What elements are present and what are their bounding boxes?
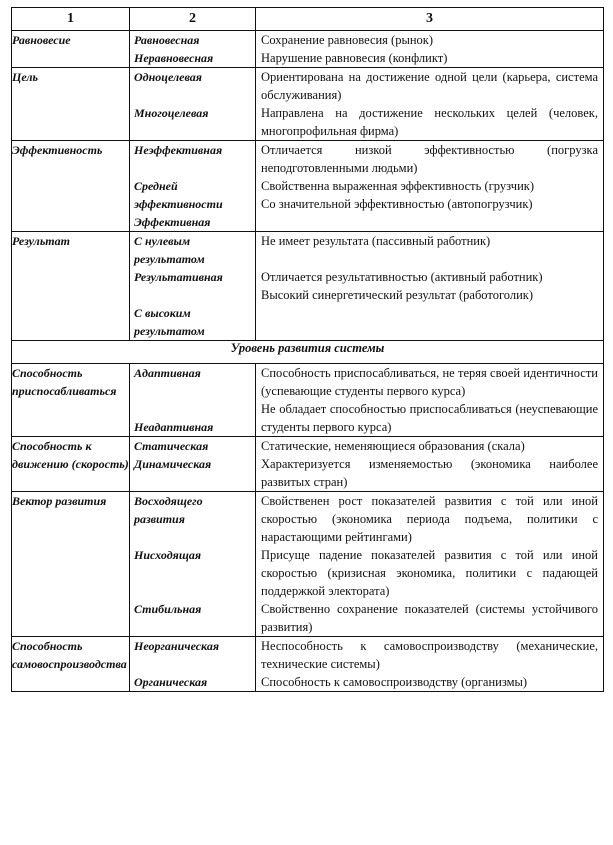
description-cell [256, 68, 604, 141]
variant-cell [130, 232, 256, 341]
description-cell [256, 637, 604, 692]
section-title: Уровень развития системы [12, 341, 604, 364]
variant-description: Статические, неменяющиеся образования (скала) [261, 439, 525, 453]
table-row [12, 364, 604, 437]
variant-description: Способность приспосабливаться, не теряя своей идентичности (успевающие студенты первого курса) [261, 366, 598, 398]
parameter-cell: Эффективность [12, 141, 130, 232]
variant-cell [130, 141, 256, 232]
variant-label: Статическая [134, 439, 209, 453]
variant-description: Направлена на достижение нескольких целей (человек, многопрофильная фирма) [261, 106, 598, 138]
variant-description: Нарушение равновесия (конфликт) [261, 51, 448, 65]
section-row [12, 341, 604, 364]
parameter-cell: Способность приспосабливаться [12, 364, 130, 437]
table-body-bottom [12, 364, 604, 692]
parameter-cell: Цель [12, 68, 130, 141]
variant-description: Свойственно сохранение показателей (системы устойчивого развития) [261, 602, 598, 634]
table-row [12, 141, 604, 232]
column-header-2: 2 [130, 8, 256, 31]
variant-label: Адаптивная [134, 366, 201, 380]
variant-label: Неадаптивная [134, 420, 214, 434]
description-cell [256, 141, 604, 232]
variant-description: Свойственна выраженная эффективность (грузчик) [261, 179, 534, 193]
variant-cell [130, 68, 256, 141]
description-cell [256, 232, 604, 341]
parameter-cell: Способность к движению (скорость) [12, 437, 130, 492]
table-row [12, 31, 604, 68]
variant-description: Не обладает способностью приспосабливаться (неуспевающие студенты первого курса) [261, 402, 598, 434]
variant-label: Результативная [134, 270, 223, 284]
variant-label: Органическая [134, 675, 208, 689]
variant-cell [130, 31, 256, 68]
variant-description: Ориентирована на достижение одной цели (карьера, система обслуживания) [261, 70, 598, 102]
variant-description: Способность к самовоспроизводству (организмы) [261, 675, 528, 689]
document-page [11, 7, 603, 692]
variant-label: Динамическая [134, 457, 212, 471]
parameter-cell: Способность самовоспроизводства [12, 637, 130, 692]
variant-description: Отличается низкой эффективностью (погрузка неподготовленными людьми) [261, 143, 598, 175]
variant-cell [130, 437, 256, 492]
variant-description: Характеризуется изменяемостью (экономика наиболее развитых стран) [261, 457, 598, 489]
variant-label: Стибильная [134, 602, 202, 616]
variant-description: Сохранение равновесия (рынок) [261, 33, 434, 47]
parameter-cell: Вектор развития [12, 492, 130, 637]
variant-description: Присуще падение показателей развития с той или иной скоростью (кризисная экономика, политики с падающей поддержкой электората) [261, 548, 598, 598]
variant-label: Нисходящая [134, 548, 202, 562]
table-row [12, 437, 604, 492]
parameter-cell: Результат [12, 232, 130, 341]
column-header-1: 1 [12, 8, 130, 31]
variant-label: Неэффективная [134, 143, 223, 157]
variant-description: Не имеет результата (пассивный работник) [261, 234, 491, 248]
description-cell [256, 437, 604, 492]
variant-label: С нулевым результатом [134, 234, 205, 266]
variant-label: Средней эффективности [134, 179, 223, 211]
column-header-3: 3 [256, 8, 604, 31]
variant-cell [130, 637, 256, 692]
variant-label: Одноцелевая [134, 70, 202, 84]
table-body-top [12, 31, 604, 341]
variant-label: Восходящего развития [134, 494, 203, 526]
variant-label: Равновесная [134, 33, 200, 47]
variant-label: Неравновесная [134, 51, 214, 65]
variant-cell [130, 492, 256, 637]
variant-label: Эффективная [134, 215, 211, 229]
description-cell [256, 31, 604, 68]
variant-label: Неорганическая [134, 639, 220, 653]
variant-description: Отличается результативностью (активный работник) [261, 270, 543, 284]
classification-table [11, 7, 604, 692]
variant-description: Неспособность к самовоспроизводству (механические, технические системы) [261, 639, 598, 671]
variant-cell [130, 364, 256, 437]
table-header-row [12, 8, 604, 31]
variant-label: С высоким результатом [134, 306, 205, 338]
table-row [12, 232, 604, 341]
parameter-cell: Равновесие [12, 31, 130, 68]
table-row [12, 492, 604, 637]
variant-label: Многоцелевая [134, 106, 209, 120]
variant-description: Высокий синергетический результат (работоголик) [261, 288, 534, 302]
table-section [12, 341, 604, 364]
description-cell [256, 364, 604, 437]
table-row [12, 68, 604, 141]
description-cell [256, 492, 604, 637]
variant-description: Свойственен рост показателей развития с той или иной скоростью (экономика периода подъема, политики с нарастающими рейтингами) [261, 494, 598, 544]
table-row [12, 637, 604, 692]
variant-description: Со значительной эффективностью (автопогрузчик) [261, 197, 533, 211]
